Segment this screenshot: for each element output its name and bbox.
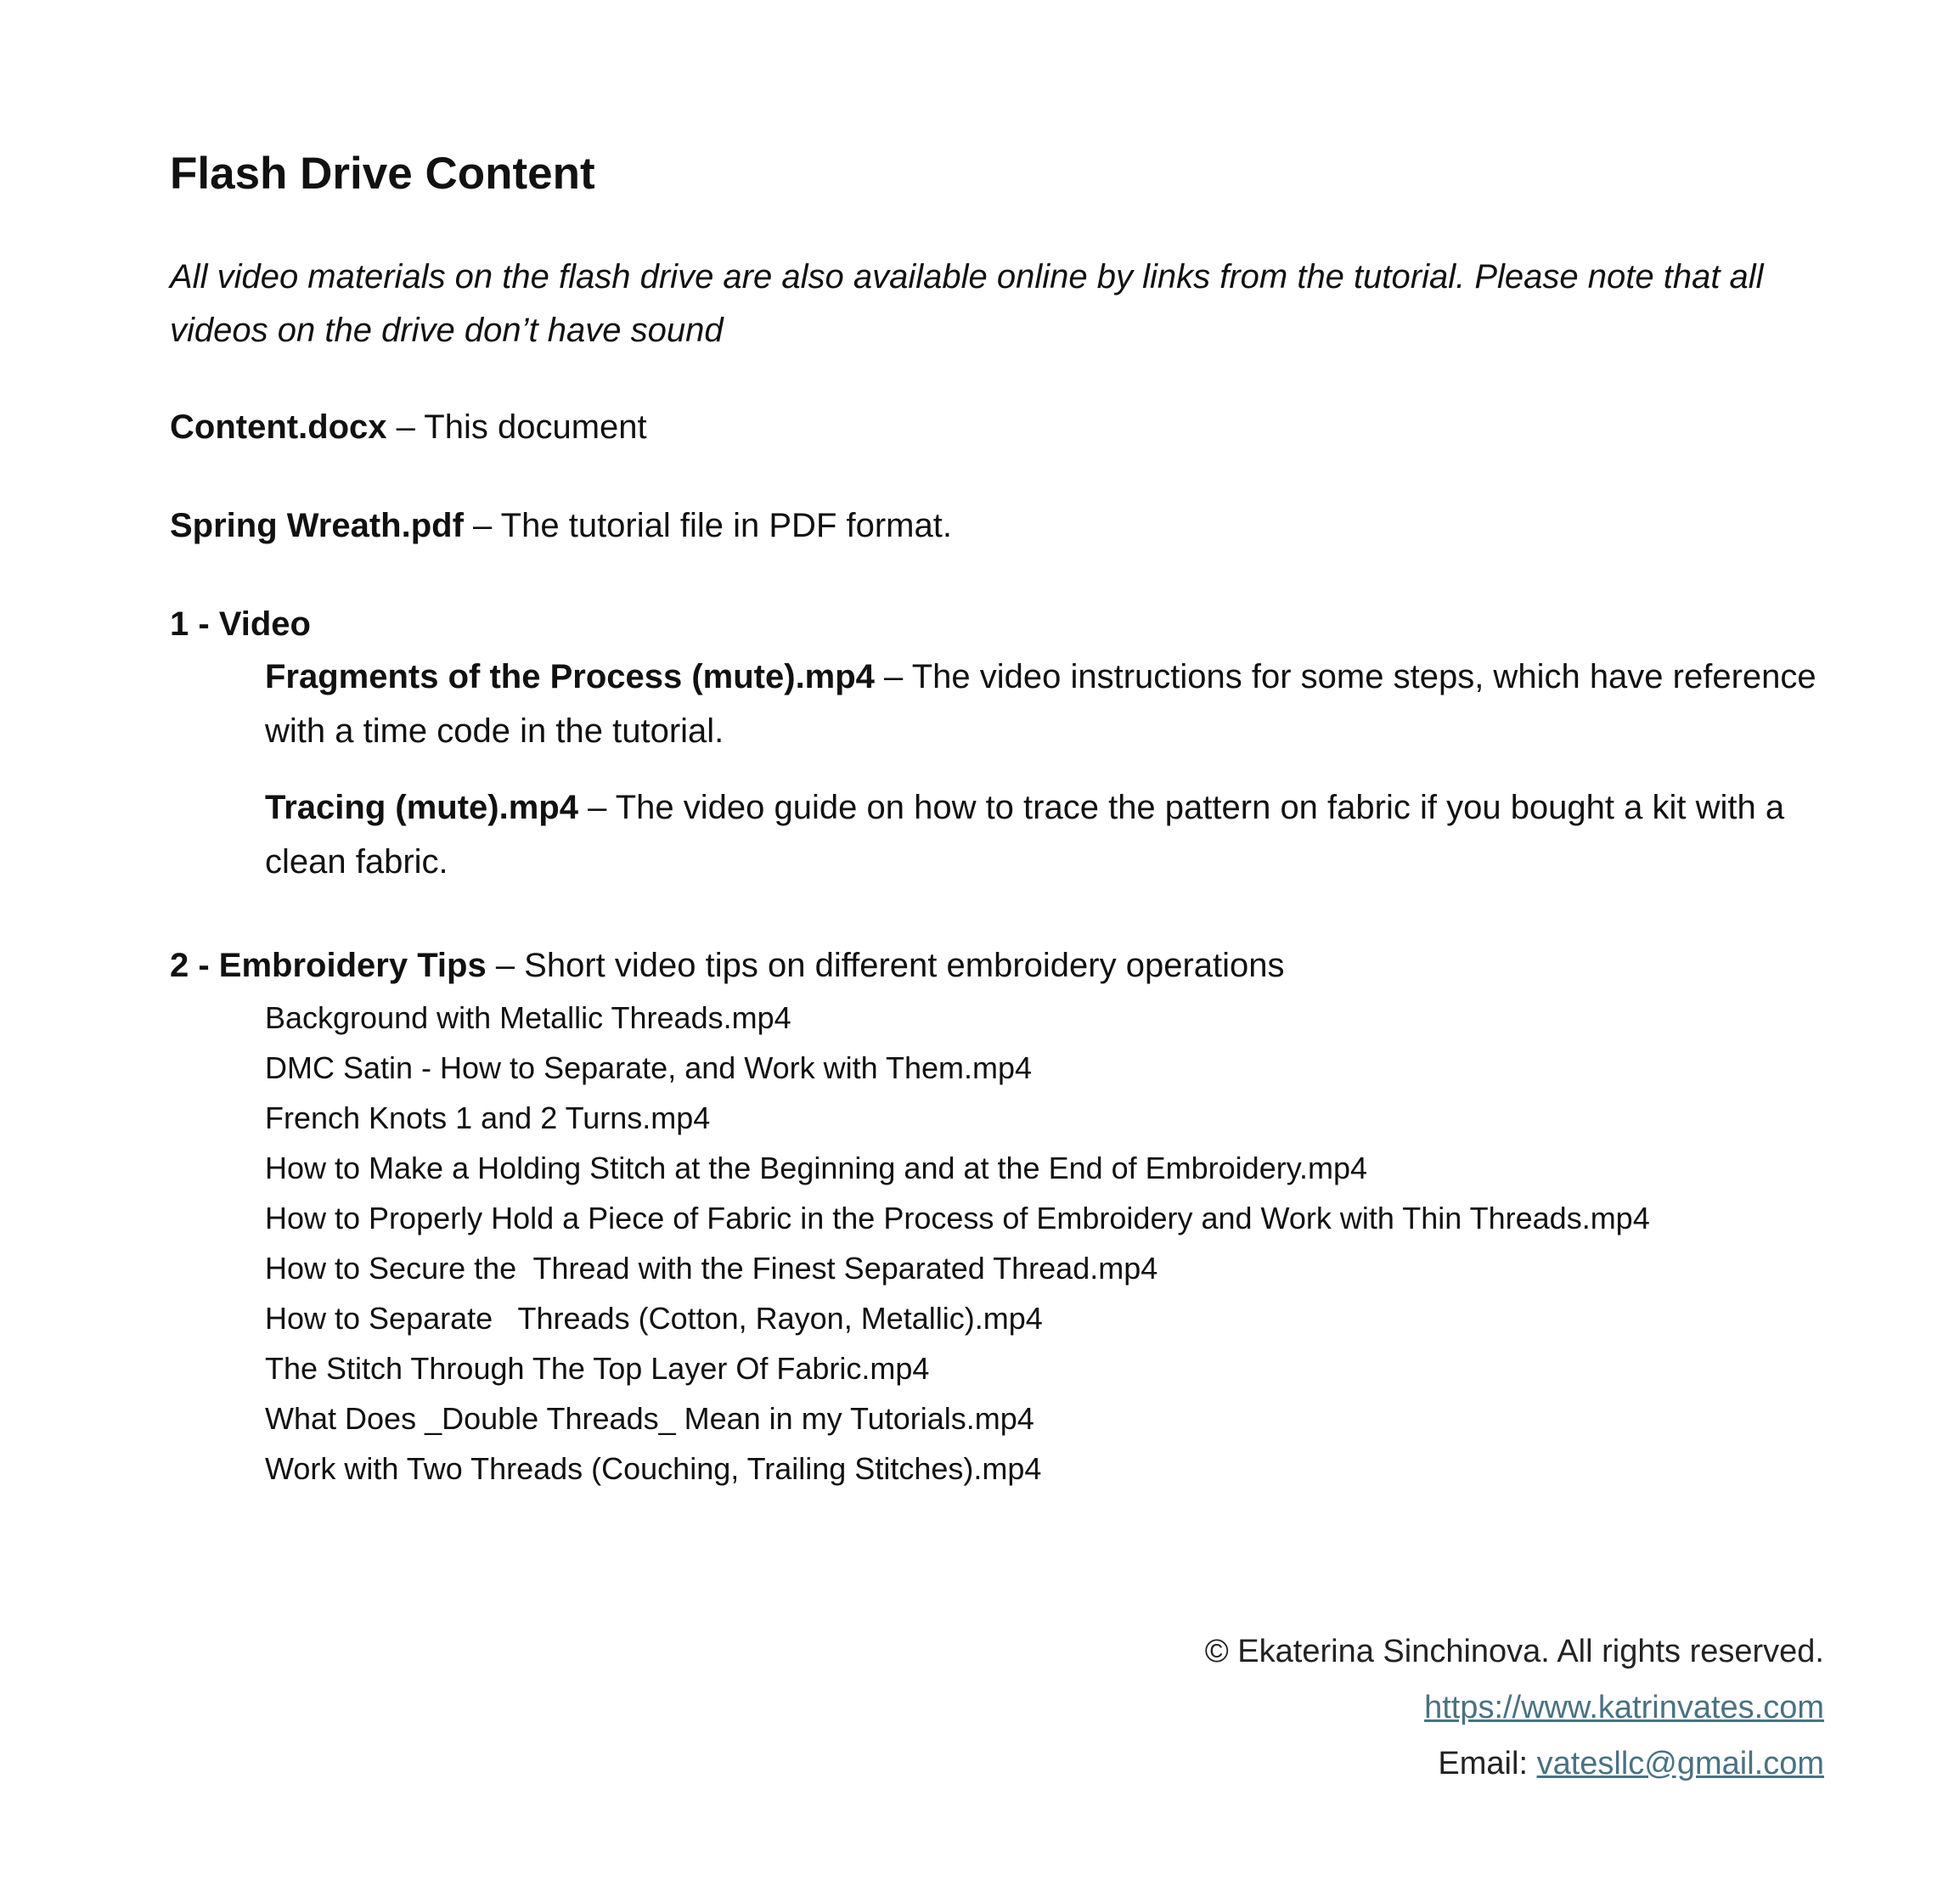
section-title: 2 - Embroidery Tips xyxy=(170,947,487,984)
list-item: How to Properly Hold a Piece of Fabric in the Process of Embroidery and Work with Thin Threads.mp4 xyxy=(265,1201,1650,1235)
website-line xyxy=(1205,1680,1824,1736)
email-label: Email: xyxy=(1438,1746,1537,1781)
list-item: The Stitch Through The Top Layer Of Fabric.mp4 xyxy=(265,1351,930,1386)
section-embroidery-tips-heading xyxy=(170,940,1834,991)
copyright-footer xyxy=(1205,1624,1824,1792)
file-description: – The tutorial file in PDF format. xyxy=(463,507,952,544)
file-name: Content.docx xyxy=(170,408,387,446)
list-item: French Knots 1 and 2 Turns.mp4 xyxy=(265,1100,711,1135)
video-entry-fragments xyxy=(265,650,1834,758)
file-description: – The video guide on how to trace the pattern on fabric if you bought a kit with a clean fabric. xyxy=(265,789,1785,881)
file-name: Spring Wreath.pdf xyxy=(170,507,464,544)
intro-note: All video materials on the flash drive are also available online by links from the tutorial. Please note that all videos on the drive don’t have sound xyxy=(170,258,1764,349)
section-description: – Short video tips on different embroidery operations xyxy=(486,947,1285,984)
list-item: How to Secure the Thread with the Finest Separated Thread.mp4 xyxy=(265,1251,1158,1286)
embroidery-tips-list xyxy=(265,993,1834,1494)
list-item: Work with Two Threads (Couching, Trailing Stitches).mp4 xyxy=(265,1451,1042,1486)
email-line xyxy=(1205,1736,1824,1792)
file-entry-spring-wreath-pdf xyxy=(170,500,1834,551)
list-item: How to Separate Threads (Cotton, Rayon, Metallic).mp4 xyxy=(265,1301,1043,1336)
file-entry-content-docx xyxy=(170,402,1834,453)
file-description: – The video instructions for some steps, which have reference with a time code in the tutorial. xyxy=(265,658,1816,750)
file-name: Fragments of the Process (mute).mp4 xyxy=(265,658,875,695)
video-entry-tracing xyxy=(265,780,1834,889)
copyright-text: © Ekaterina Sinchinova. All rights reserved. xyxy=(1204,1634,1824,1669)
file-description: – This document xyxy=(386,408,647,446)
list-item: What Does _Double Threads_ Mean in my Tutorials.mp4 xyxy=(265,1401,1034,1436)
email-link[interactable]: vatesllc@gmail.com xyxy=(1536,1746,1824,1781)
section-video-heading: 1 - Video xyxy=(170,605,311,643)
file-name: Tracing (mute).mp4 xyxy=(265,789,578,826)
list-item: DMC Satin - How to Separate, and Work with Them.mp4 xyxy=(265,1050,1033,1085)
document-body xyxy=(170,144,1834,1494)
page-title: Flash Drive Content xyxy=(170,149,595,199)
website-link[interactable]: https://www.katrinvates.com xyxy=(1424,1690,1824,1725)
list-item: Background with Metallic Threads.mp4 xyxy=(265,1000,791,1035)
list-item: How to Make a Holding Stitch at the Beginning and at the End of Embroidery.mp4 xyxy=(265,1151,1368,1185)
